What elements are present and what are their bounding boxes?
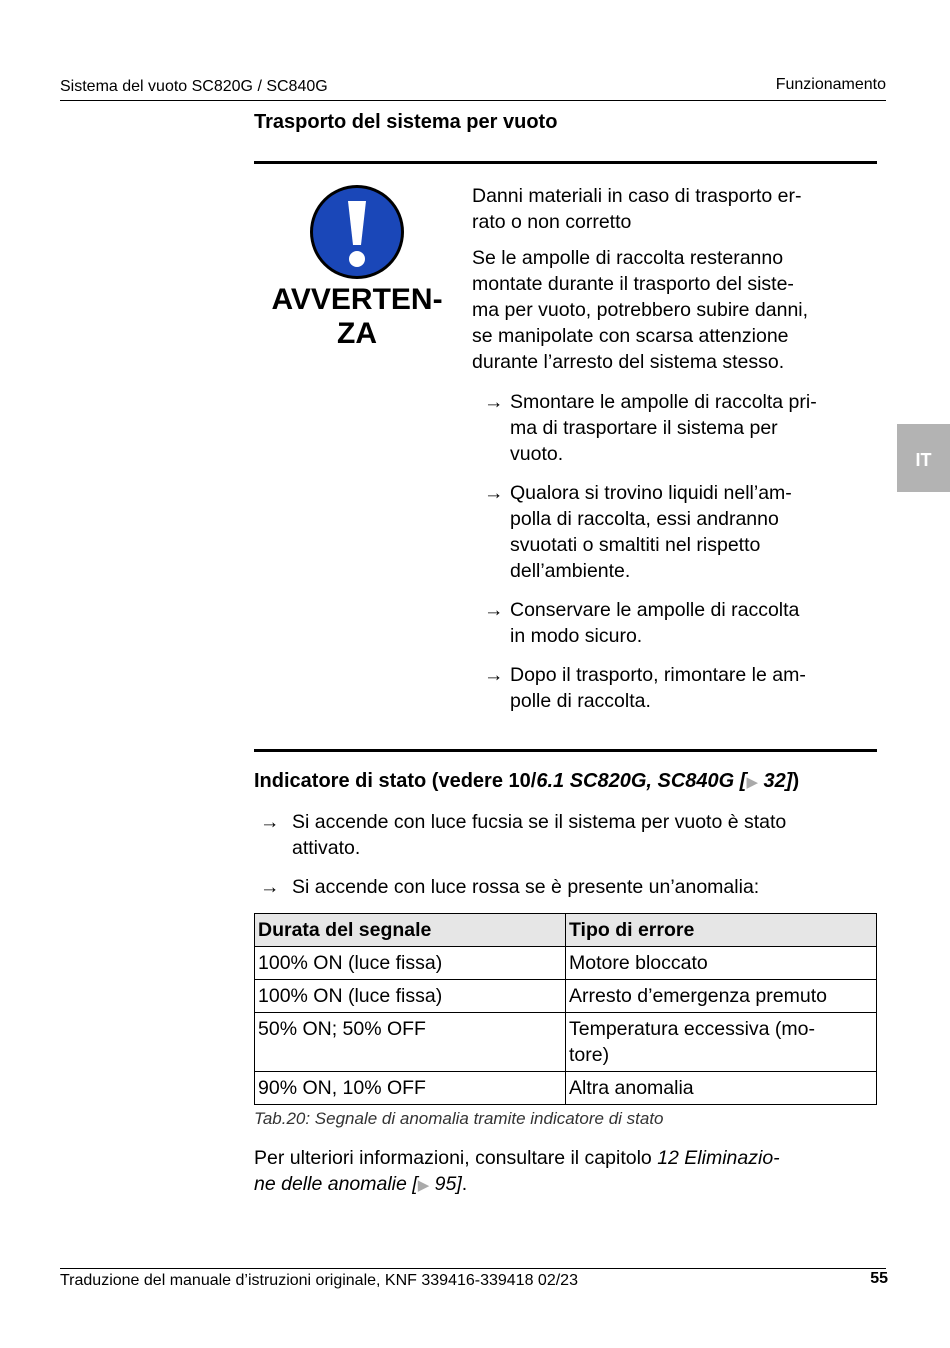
status-item (260, 874, 875, 900)
warning-paragraph-line: Se le ampolle di raccolta resteranno (472, 247, 784, 269)
table-cell: Arresto d’emergenza premuto (566, 980, 877, 1013)
step-line: vuoto. (510, 443, 564, 465)
table-cell: 100% ON (luce fissa) (255, 980, 566, 1013)
warning-step (484, 597, 874, 649)
warning-signal-word-line1: AVVERTEN- (271, 283, 443, 316)
warning-paragraph-line: durante l’arresto del sistema stesso. (472, 351, 785, 373)
arrow-right-icon: → (260, 811, 280, 833)
cross-reference-page[interactable]: 95] (429, 1173, 462, 1195)
table-cell: 90% ON, 10% OFF (255, 1072, 566, 1105)
section-title-transport: Trasporto del sistema per vuoto (254, 111, 558, 133)
warning-step (484, 662, 874, 714)
cross-reference-link[interactable]: ne delle anomalie [ (254, 1173, 418, 1195)
footer-text: Traduzione del manuale d’istruzioni originale, KNF 339416-339418 02/23 (60, 1272, 578, 1289)
cross-reference-link[interactable]: 6.1 SC820G, SC840G [ (536, 770, 747, 792)
table-cell: 100% ON (luce fissa) (255, 947, 566, 980)
language-tab-label: IT (915, 450, 932, 470)
status-item-line: Si accende con luce fucsia se il sistema per vuoto è stato (292, 811, 787, 833)
status-title-text: Indicatore di stato (vedere 10/ (254, 770, 537, 792)
error-signal-table (254, 913, 877, 1105)
table-header-row (255, 914, 877, 947)
table-header-cell: Tipo di errore (566, 914, 877, 947)
step-line: polle di raccolta. (510, 690, 651, 712)
step-line: Smontare le ampolle di raccolta pri- (510, 391, 817, 413)
table-caption: Tab.20: Segnale di anomalia tramite indicatore di stato (254, 1109, 664, 1128)
warning-step (484, 480, 874, 584)
table-row (255, 947, 877, 980)
step-line: Conservare le ampolle di raccolta (510, 599, 800, 621)
warning-paragraph (472, 245, 867, 375)
table-cell: Motore bloccato (566, 947, 877, 980)
warning-signal-word (258, 283, 456, 351)
status-item-line: attivato. (292, 837, 361, 859)
status-item-line: Si accende con luce rossa se è presente un’anomalia: (292, 876, 760, 898)
warning-paragraph-line: ma per vuoto, potrebbero subire danni, (472, 299, 809, 321)
section-title-status (254, 770, 799, 793)
exclamation-circle-icon (308, 183, 406, 281)
warning-bottom-rule (254, 749, 877, 752)
table-cell: 50% ON; 50% OFF (255, 1013, 566, 1072)
link-arrow-icon: ▶ (746, 774, 758, 791)
step-line: Qualora si trovino liquidi nell’am- (510, 482, 792, 504)
table-cell: Temperatura eccessiva (mo- tore) (566, 1013, 877, 1072)
step-line: in modo sicuro. (510, 625, 643, 647)
more-info-paragraph (254, 1145, 874, 1199)
step-line: svuotati o smaltiti nel rispetto (510, 534, 761, 556)
warning-steps-list (484, 389, 874, 727)
arrow-right-icon: → (484, 482, 504, 504)
cross-reference-link[interactable]: 12 Eliminazio- (657, 1147, 780, 1169)
step-line: Dopo il trasporto, rimontare le am- (510, 664, 806, 686)
warning-step (484, 389, 874, 467)
arrow-right-icon: → (484, 664, 504, 686)
warning-heading-line: rato o non corretto (472, 211, 632, 233)
cross-reference-page[interactable]: 32] (757, 770, 793, 792)
table-cell: Altra anomalia (566, 1072, 877, 1105)
link-arrow-icon: ▶ (417, 1177, 430, 1194)
arrow-right-icon: → (484, 391, 504, 413)
status-list (260, 809, 875, 913)
status-item (260, 809, 875, 861)
warning-paragraph-line: se manipolate con scarsa attenzione (472, 325, 789, 347)
more-info-suffix: . (461, 1173, 468, 1195)
status-title-suffix: ) (792, 770, 800, 792)
header-rule (60, 100, 886, 101)
step-line: ma di trasportare il sistema per (510, 417, 778, 439)
warning-heading-line: Danni materiali in caso di trasporto er- (472, 185, 802, 207)
header-chapter-title: Funzionamento (775, 76, 886, 93)
warning-text (472, 183, 867, 385)
table-row (255, 1072, 877, 1105)
warning-signal-word-line2: ZA (337, 317, 377, 350)
arrow-right-icon: → (260, 876, 280, 898)
warning-top-rule (254, 161, 877, 164)
table-header-cell: Durata del segnale (255, 914, 566, 947)
step-line: dell’ambiente. (510, 560, 631, 582)
arrow-right-icon: → (484, 599, 504, 621)
header-document-title: Sistema del vuoto SC820G / SC840G (60, 78, 328, 95)
table-row (255, 1013, 877, 1072)
page-number: 55 (870, 1270, 888, 1287)
table-row (255, 980, 877, 1013)
warning-paragraph-line: montate durante il trasporto del siste- (472, 273, 794, 295)
warning-heading (472, 183, 867, 235)
more-info-text: Per ulteriori informazioni, consultare il capitolo (254, 1147, 658, 1169)
language-tab (897, 424, 950, 492)
step-line: polla di raccolta, essi andranno (510, 508, 779, 530)
footer-rule (60, 1268, 886, 1269)
